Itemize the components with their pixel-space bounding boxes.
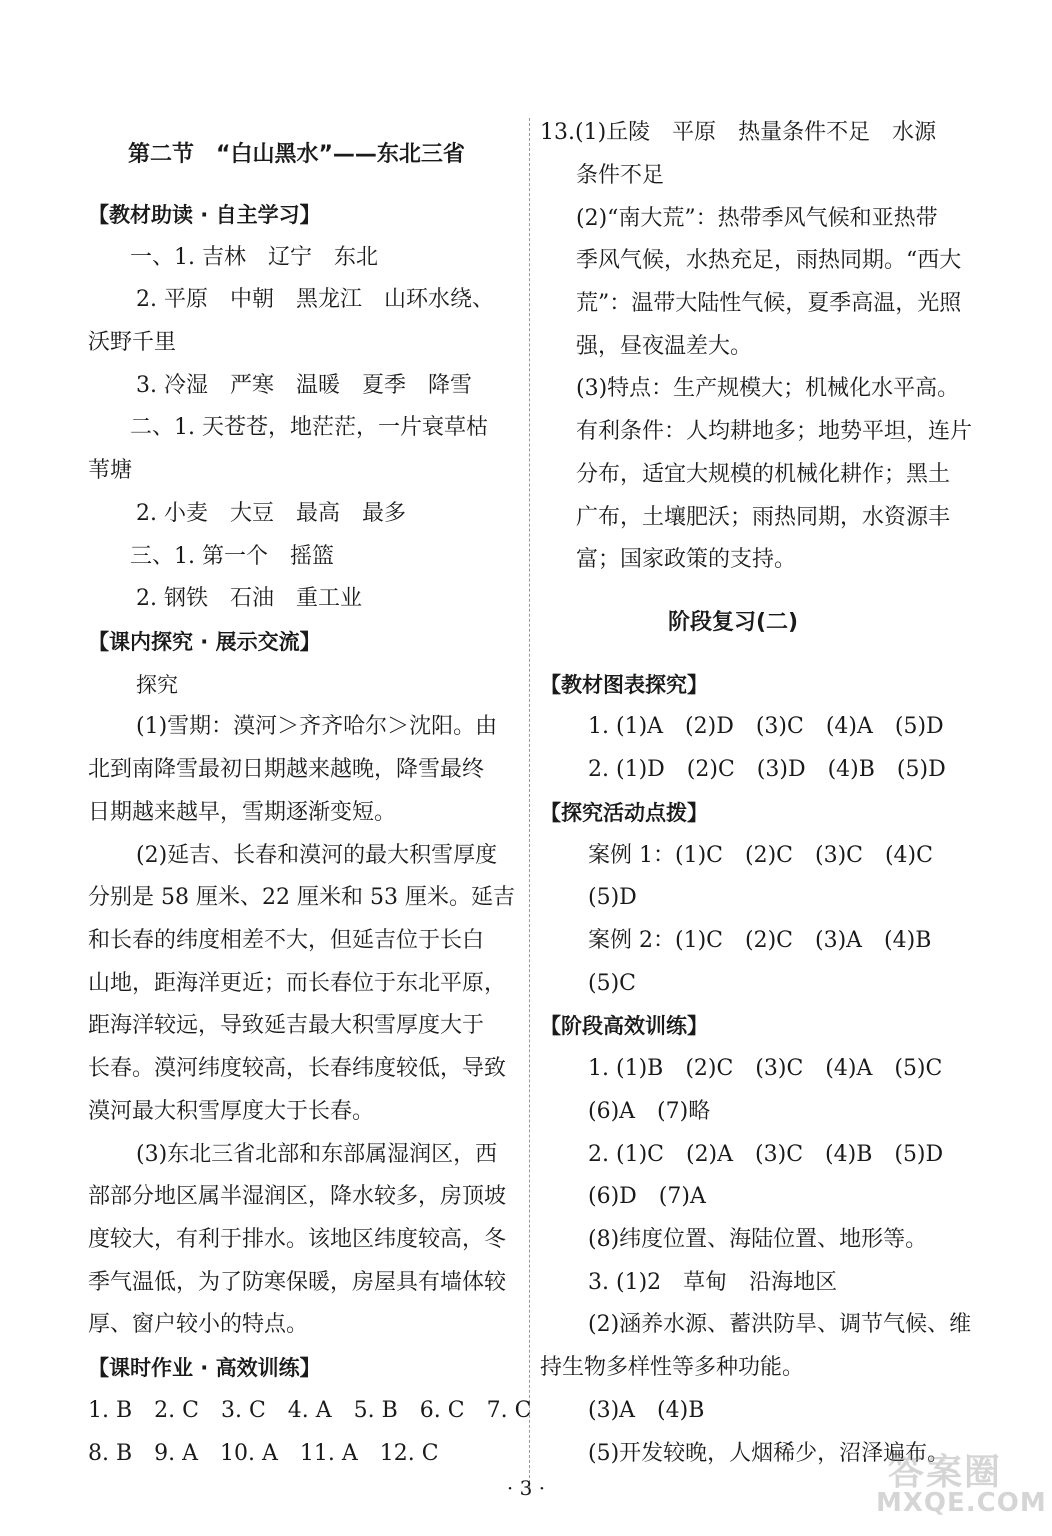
answer-line: 13.(1)丘陵 平原 热量条件不足 水源	[540, 120, 937, 145]
answer-line: (6)A (7)略	[588, 1099, 711, 1124]
answer-line: 条件不足	[576, 163, 665, 188]
paragraph-line: 广布，土壤肥沃；雨热同期，水资源丰	[576, 505, 951, 530]
answer-line: (5)D	[588, 885, 637, 910]
answer-line: 沃野千里	[88, 330, 177, 355]
watermark-text: 答案圈	[888, 1452, 1003, 1493]
answer-line: 2. (1)D (2)C (3)D (4)B (5)D	[588, 757, 946, 782]
paragraph-line: 北到南降雪最初日期越来越晚，降雪最终	[88, 757, 485, 782]
answer-line: (5)开发较晚，人烟稀少，沼泽遍布。	[588, 1441, 950, 1466]
answer-line: 8. B 9. A 10. A 11. A 12. C	[88, 1441, 439, 1466]
paragraph-line: 长春。漠河纬度较高，长春纬度较低，导致	[88, 1056, 507, 1081]
paragraph-line: 分别是 58 厘米、22 厘米和 53 厘米。延吉	[88, 885, 515, 910]
answer-line: 2. 小麦 大豆 最高 最多	[136, 501, 406, 526]
section-title: 阶段复习(二)	[668, 610, 799, 635]
answer-line: 三、1. 第一个 摇篮	[130, 544, 334, 569]
answer-line: (8)纬度位置、海陆位置、地形等。	[588, 1227, 928, 1252]
paragraph-line: 距海洋较远，导致延吉最大积雪厚度大于	[88, 1013, 485, 1038]
heading-textbook-reading: 【教材助读 · 自主学习】	[88, 203, 321, 227]
paragraph-line: (1)雪期：漠河＞齐齐哈尔＞沈阳。由	[136, 714, 498, 739]
paragraph-line: 山地，距海洋更近；而长春位于东北平原，	[88, 971, 507, 996]
answer-line: 1. (1)A (2)D (3)C (4)A (5)D	[588, 714, 944, 739]
paragraph-line: 漠河最大积雪厚度大于长春。	[88, 1099, 375, 1124]
heading-in-class-inquiry: 【课内探究 · 展示交流】	[88, 630, 321, 654]
answer-line: (6)D (7)A	[588, 1184, 706, 1209]
answer-line: 3. 冷湿 严寒 温暖 夏季 降雪	[136, 373, 472, 398]
heading-chart-inquiry: 【教材图表探究】	[540, 673, 708, 697]
paragraph-line: 季气温低，为了防寒保暖，房屋具有墙体较	[88, 1270, 507, 1295]
answer-line: 二、1. 天苍苍，地茫茫，一片衰草枯	[130, 415, 488, 440]
answer-line: 2. (1)C (2)A (3)C (4)B (5)D	[588, 1142, 944, 1167]
heading-homework: 【课时作业 · 高效训练】	[88, 1356, 321, 1380]
paragraph-line: 季风气候，水热充足，雨热同期。“西大	[576, 248, 962, 273]
paragraph-line: (3)特点：生产规模大；机械化水平高。	[576, 376, 960, 401]
answer-line: 1. (1)B (2)C (3)C (4)A (5)C	[588, 1056, 943, 1081]
answer-line: 案例 1：(1)C (2)C (3)C (4)C	[588, 843, 933, 868]
answer-line: 一、1. 吉林 辽宁 东北	[130, 245, 378, 270]
paragraph-line: 有利条件：人均耕地多；地势平坦，连片	[576, 419, 973, 444]
page-number: · 3 ·	[506, 1476, 546, 1500]
answer-line: 2. 平原 中朝 黑龙江 山环水绕、	[136, 287, 494, 312]
heading-activity-tips: 【探究活动点拨】	[540, 801, 708, 825]
answer-line: 1. B 2. C 3. C 4. A 5. B 6. C 7. C	[88, 1398, 532, 1423]
column-divider	[529, 118, 530, 1493]
paragraph-line: (3)东北三省北部和东部属湿润区，西	[136, 1142, 498, 1167]
answer-line: 3. (1)2 草甸 沿海地区	[588, 1270, 838, 1295]
answer-line: 2. 钢铁 石油 重工业	[136, 586, 362, 611]
paragraph-line: (2)涵养水源、蓄洪防旱、调节气候、维	[588, 1312, 972, 1337]
answer-line: 案例 2：(1)C (2)C (3)A (4)B	[588, 928, 932, 953]
heading-stage-training: 【阶段高效训练】	[540, 1014, 708, 1038]
answer-line: (5)C	[588, 971, 636, 996]
watermark-logo	[868, 1440, 1047, 1520]
paragraph-line: 和长春的纬度相差不大，但延吉位于长白	[88, 928, 485, 953]
watermark-url: MXQE.COM	[876, 1488, 1047, 1518]
subheading-inquiry: 探究	[136, 673, 178, 697]
answer-line: 苇塘	[88, 458, 133, 483]
section-title: 第二节 “白山黑水”——东北三省	[128, 142, 465, 167]
paragraph-line: 日期越来越早，雪期逐渐变短。	[88, 800, 397, 825]
answer-line: (3)A (4)B	[588, 1398, 705, 1423]
paragraph-line: 部部分地区属半湿润区，降水较多，房顶坡	[88, 1184, 507, 1209]
paragraph-line: (2)“南大荒”：热带季风气候和亚热带	[576, 206, 938, 231]
paragraph-line: 荒”：温带大陆性气候，夏季高温，光照	[576, 291, 962, 316]
paragraph-line: 分布，适宜大规模的机械化耕作；黑土	[576, 462, 951, 487]
paragraph-line: 度较大，有利于排水。该地区纬度较高，冬	[88, 1227, 507, 1252]
paragraph-line: 富；国家政策的支持。	[576, 547, 797, 572]
paragraph-line: 强，昼夜温差大。	[576, 334, 753, 359]
paragraph-line: 持生物多样性等多种功能。	[540, 1355, 805, 1380]
paragraph-line: (2)延吉、长春和漠河的最大积雪厚度	[136, 843, 498, 868]
paragraph-line: 厚、窗户较小的特点。	[88, 1312, 309, 1337]
